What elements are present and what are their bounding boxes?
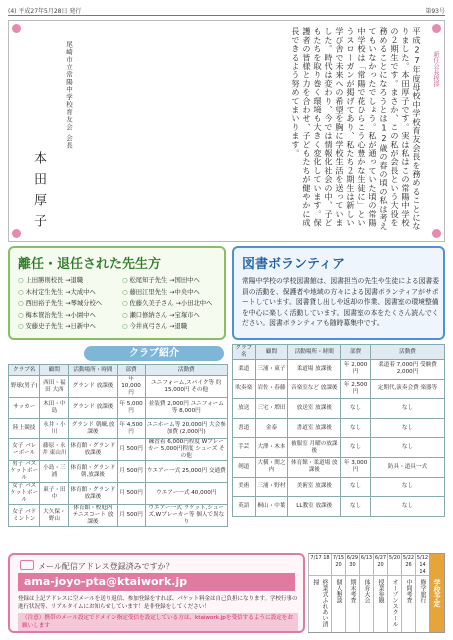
teacher-item: ○ 安藤史子先生 →日新中へ	[18, 321, 119, 333]
club-cell: 音楽室など 放課後	[288, 379, 341, 399]
club-cell: 放送室 放課後	[288, 399, 341, 419]
club-cell: なし	[370, 497, 444, 517]
club-header-cell: 活動費	[145, 365, 227, 376]
club-header-cell: クラブ名	[233, 345, 256, 360]
club-cell: 体育館・グランド 朝,放課後	[69, 461, 117, 483]
calendar-date: 5/12 14 14	[416, 555, 429, 575]
club-cell: 桐山・中葉	[255, 497, 288, 517]
club-cell: 書道室 放課後	[288, 418, 341, 438]
message-side-label: 新任会長挨拶	[432, 51, 439, 87]
club-cell: 大澤・木本	[255, 438, 288, 458]
page-header	[8, 4, 445, 16]
calendar-event: 体育大会	[363, 579, 370, 603]
club-section-title: クラブ紹介	[84, 346, 224, 361]
chairperson-message	[8, 20, 445, 242]
library-body: 常陽中学校の学校図書館は、図書担当の先生や生徒による図書委員の活動を、保護者や地域の方々による図書ボランティアがサポートしています。図書貸し出しや返却の作業、図書室の環境整備を中心に楽しく活動しています。図書室の本をたくさん読んでください。図書ボランティアも随時募集中です。	[242, 277, 440, 327]
club-cell: 野球(男子)	[9, 376, 40, 398]
club-cell: 定期代,演奏会費 楽器等	[370, 379, 444, 399]
club-row	[233, 418, 445, 438]
club-row	[9, 418, 228, 439]
club-row	[9, 376, 228, 398]
club-row	[9, 439, 228, 461]
club-row	[233, 497, 445, 517]
club-header-cell: 顧問	[40, 365, 69, 376]
teacher-item: ○ 佐藤久美子さん →小田北中へ	[122, 298, 223, 310]
club-cell: 体育館・柔道場 放課後	[288, 457, 341, 477]
club-cell: ウエアー一式 25,000円 交通費	[145, 461, 227, 483]
club-cell: 年 2,000円	[341, 360, 371, 380]
club-header-cell: 活動場所・時間	[288, 345, 341, 360]
calendar-event: 修学旅行	[419, 579, 426, 603]
club-cell: 柔道場 放課後	[288, 360, 341, 380]
club-cell: 手芸	[233, 438, 256, 458]
issue-number: 第93号	[425, 8, 445, 15]
club-cell: 藤原・永井 東山川	[40, 439, 69, 461]
club-cell: 年 10,000円	[117, 376, 145, 398]
club-cell: 西田・福田 大西	[40, 376, 69, 398]
club-cell: 女子 バレーボール	[9, 439, 40, 461]
club-cell: 練習着 6,000円程度 Wブレーカー 5,000円程度 シューズ その他	[145, 439, 227, 461]
library-title: 図書ボランティア	[242, 257, 345, 272]
club-cell: 月 500円	[117, 483, 145, 505]
club-header-cell: 部費	[341, 345, 371, 360]
calendar-columns	[309, 554, 429, 632]
library-panel	[232, 246, 445, 340]
teacher-item: ○ 木村定生先生 →大成中へ	[18, 287, 119, 299]
club-cell: なし	[370, 477, 444, 497]
club-cell: 三浦・東子	[255, 360, 288, 380]
club-cell: 吹奏楽	[233, 379, 256, 399]
club-cell: 年 3,000円	[341, 457, 371, 477]
calendar-date: 5/22 26	[402, 554, 415, 576]
club-cell: 防具・道具一式	[370, 457, 444, 477]
calendar-day	[415, 554, 429, 632]
club-cell: 月 500円	[117, 505, 145, 527]
club-cell: 岩佐・春藤	[255, 379, 288, 399]
calendar-date: 6/29 30	[346, 554, 359, 576]
club-cell: 年 2,500円	[341, 379, 371, 399]
teacher-item: ○ 梅本賀治先生 →小園中へ	[18, 310, 119, 322]
club-row	[9, 461, 228, 483]
club-cell: 体育館・グランド 放課後	[69, 483, 117, 505]
club-cell: 木田・中島	[40, 398, 69, 419]
school-calendar	[308, 553, 445, 633]
mail-icon	[20, 560, 34, 570]
club-cell: 被服室 月曜の放課後	[288, 438, 341, 458]
club-cell: グランド 放課後	[69, 376, 117, 398]
club-cell: 書道	[233, 418, 256, 438]
club-cell: 体育館・グランド 放課後	[69, 439, 117, 461]
club-row	[9, 483, 228, 505]
issue-date: (4) 平成27年5月28日 発行	[8, 8, 82, 15]
club-cell: LL教室 放課後	[288, 497, 341, 517]
club-cell: 大横・関之内	[255, 457, 288, 477]
calendar-event: 中間考査	[405, 579, 412, 603]
flower-icon	[432, 229, 441, 238]
club-cell: 英語	[233, 497, 256, 517]
calendar-event: オープンスクール	[391, 579, 398, 627]
club-cell: ウエアー一式 ラケット,シューズ,Wブレーカー等 個人で異なり	[145, 505, 227, 527]
club-cell: 女子 バスケットボール	[10, 483, 39, 504]
club-row	[233, 399, 445, 419]
calendar-day	[359, 554, 373, 632]
club-cell: 柔道着 7,000円 受験費 2,000円	[370, 360, 444, 380]
club-table-right	[232, 344, 445, 517]
club-cell: なし	[341, 497, 371, 517]
teacher-item: ○ 松尾知子先生 →国田中へ	[122, 275, 223, 287]
teacher-item: ○ 藤田江里先生 →中央中へ	[122, 287, 223, 299]
teachers-panel	[8, 246, 226, 340]
club-cell: 金泰	[255, 418, 288, 438]
teacher-item: ○ 上田勝則校長 →退職	[18, 275, 119, 287]
club-cell: なし	[370, 399, 444, 419]
club-cell: ウエアー一式 40,000円	[145, 483, 227, 505]
club-cell: 陸上競技	[9, 418, 40, 439]
mail-note: （注意）携帯のメール設定でドメイン指定受信を設定している方は、ktaiwork.jpを受信するように設定をお願いします	[18, 613, 298, 631]
club-header-cell: 活動場所・時間	[69, 365, 117, 376]
calendar-date: 6/27 20	[374, 554, 387, 576]
club-cell: 月 500円	[117, 439, 145, 461]
calendar-date: 5/20	[388, 554, 401, 576]
calendar-date: 6/13	[360, 554, 373, 576]
calendar-event: 授業参観	[377, 579, 384, 603]
club-cell: 美術室 放課後	[288, 477, 341, 497]
mail-title: メール配信アドレス登録済みですか？	[38, 562, 174, 571]
club-row	[9, 505, 228, 527]
club-header-cell: 活動費	[370, 345, 444, 360]
club-cell: グランド 放課後	[69, 398, 117, 419]
club-cell: 女子 バドミントン	[9, 505, 40, 527]
calendar-day	[373, 554, 387, 632]
club-cell: 並装費 2,000円 ユニフォーム等 8,000円	[145, 398, 227, 419]
signer-name: 本田厚子	[31, 151, 46, 235]
flower-icon	[432, 24, 441, 33]
club-cell: なし	[341, 418, 371, 438]
club-row	[233, 477, 445, 497]
club-cell: ユニホーム等 20,000円 大会参加費 (2,000円)	[145, 418, 227, 439]
club-cell: 大久保・野山	[40, 505, 69, 527]
teacher-item: ○ 西田裕子先生 →琴城分校へ	[18, 298, 119, 310]
calendar-date: 7/17 18	[309, 554, 331, 576]
club-header-cell: 顧問	[255, 345, 288, 360]
calendar-event: 個人懇談	[335, 579, 342, 603]
calendar-day	[345, 554, 359, 632]
club-cell: 男子 バスケットボール	[10, 461, 39, 482]
club-row	[233, 360, 445, 380]
mail-description: 登録は上記アドレスに空メールを送り返信、参加登録をすれば、パケット料金は自己負担になります。学校行事の進行状況等、リアルタイムにお知らせしています！是非登録をしてください！	[18, 596, 298, 610]
calendar-event: 期末考査	[349, 579, 356, 603]
club-cell: 美術	[233, 477, 256, 497]
calendar-day	[308, 554, 331, 632]
mail-address[interactable]: ama-joyo-pta@ktaiwork.jp	[18, 573, 295, 591]
club-cell: なし	[341, 438, 371, 458]
signer-position: 尾崎市立常陽中学校育友会 会長	[65, 41, 73, 150]
calendar-event: 終業式ふれあい清掃	[312, 579, 328, 627]
club-row	[233, 438, 445, 458]
club-cell: グランド 朝練,放課後	[69, 418, 117, 439]
club-cell: 年 4,500円	[117, 418, 145, 439]
teachers-list	[18, 275, 223, 333]
club-cell: 柔道	[233, 360, 256, 380]
club-row	[9, 398, 228, 419]
club-header-cell: 部費	[117, 365, 145, 376]
club-cell: 剣道	[233, 457, 256, 477]
club-cell: なし	[341, 477, 371, 497]
calendar-date: 7/15 20	[332, 554, 345, 576]
teachers-title: 離任・退任された先生方	[18, 257, 162, 272]
club-cell: 永井・小川	[40, 418, 69, 439]
calendar-day	[331, 554, 345, 632]
club-row	[233, 379, 445, 399]
club-cell: 東子・田中	[40, 483, 69, 505]
teacher-item: ○ 瀬口修納さん →宝塚市へ	[122, 310, 223, 322]
calendar-day	[387, 554, 401, 632]
calendar-day	[401, 554, 415, 632]
club-cell: 年 5,000円	[117, 398, 145, 419]
club-cell: 放送	[233, 399, 256, 419]
club-cell: 体育館・校庭内 テニスコート 放課後	[69, 505, 117, 527]
club-row	[233, 457, 445, 477]
club-table-left	[8, 364, 228, 527]
calendar-title: 学校予定	[429, 554, 444, 632]
club-cell: サッカー	[9, 398, 40, 419]
mail-registration-box	[8, 553, 305, 633]
club-cell: なし	[370, 438, 444, 458]
club-cell: なし	[341, 399, 371, 419]
club-header-cell: クラブ名	[9, 365, 40, 376]
club-cell: ユニフォーム,スパイク等 約15,000円 その他	[145, 376, 227, 398]
teacher-item: ○ 今井真弓さん →退職	[122, 321, 223, 333]
club-cell: 三浦・野村	[255, 477, 288, 497]
club-cell: 小島・三浦	[40, 461, 69, 483]
club-cell: 月 500円	[117, 461, 145, 483]
message-body: 平成27年度母校中学校育友会長を務めることになりました。本田厚子です。実は私はこの常陽中学校の２期生です。まさか、この私が会長という大役を務めることになろうとは12歳の春の頃の私は考えてもいなかったでしょう。私が通っていた頃の常陽中学校は「常陽で花ひらこう心豊かな生徒に」というスローガンが掲げてあり、私たち２期生は新しい学び舎で未来への希望を胸に学校生活を送っていました。時代は変わり、今では情報化社会の中、子どもたちを取り巻く環境も大きく変化しています。保護者の皆様と力を合わせ、子どもたちが健やかに成長できるよう努めてまいります。	[291, 27, 422, 231]
club-cell: 三宅・増田	[255, 399, 288, 419]
club-cell: なし	[370, 418, 444, 438]
